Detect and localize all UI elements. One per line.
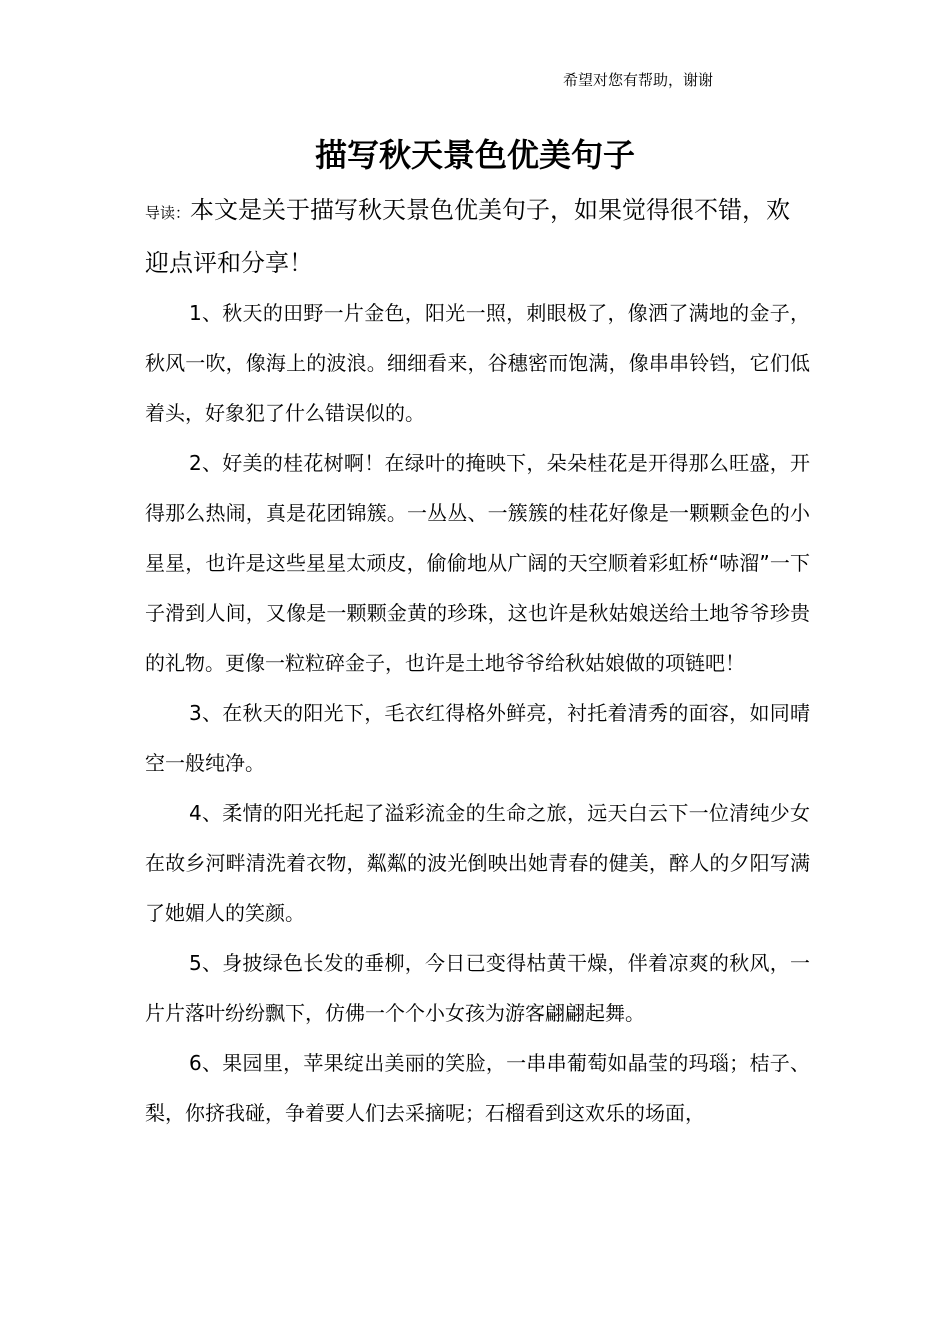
paragraph-3: 3、在秋天的阳光下，毛衣红得格外鲜亮，衬托着清秀的面容，如同晴空一般纯净。 (145, 701, 810, 775)
intro (145, 185, 810, 288)
intro-label: 导读： (145, 204, 191, 222)
paragraph-6: 6、果园里，苹果绽出美丽的笑脸，一串串葡萄如晶莹的玛瑙；桔子、梨，你挤我碰，争着要人们去采摘呢；石榴看到这欢乐的场面， (145, 1051, 810, 1125)
intro-text: 本文是关于描写秋天景色优美句子，如果觉得很不错，欢迎点评和分享！ (145, 196, 791, 277)
paragraph-1: 1、秋天的田野一片金色，阳光一照，刺眼极了，像洒了满地的金子，秋风一吹，像海上的波浪。细细看来，谷穗密而饱满，像串串铃铛，它们低着头，好象犯了什么错误似的。 (145, 301, 810, 425)
header-note: 希望对您有帮助，谢谢 (563, 71, 714, 89)
paragraph-2: 2、好美的桂花树啊！在绿叶的掩映下，朵朵桂花是开得那么旺盛，开得那么热闹，真是花团锦簇。一丛丛、一簇簇的桂花好像是一颗颗金色的小星星，也许是这些星星太顽皮，偷偷地从广阔的天空顺着彩虹桥“哧溜”一下子滑到人间，又像是一颗颗金黄的珍珠，这也许是秋姑娘送给土地爷爷珍贵的礼物。更像一粒粒碎金子，也许是土地爷爷给秋姑娘做的项链吧！ (145, 451, 810, 675)
document-body (145, 185, 810, 1138)
paragraph-5: 5、身披绿色长发的垂柳，今日已变得枯黄干燥，伴着凉爽的秋风，一片片落叶纷纷飘下，仿佛一个个小女孩为游客翩翩起舞。 (145, 951, 810, 1025)
page-title: 描写秋天景色优美句子 (314, 136, 635, 175)
paragraph-4: 4、柔情的阳光托起了溢彩流金的生命之旅，远天白云下一位清纯少女在故乡河畔清洗着衣物，粼粼的波光倒映出她青春的健美，醉人的夕阳写满了她媚人的笑颜。 (145, 801, 810, 925)
